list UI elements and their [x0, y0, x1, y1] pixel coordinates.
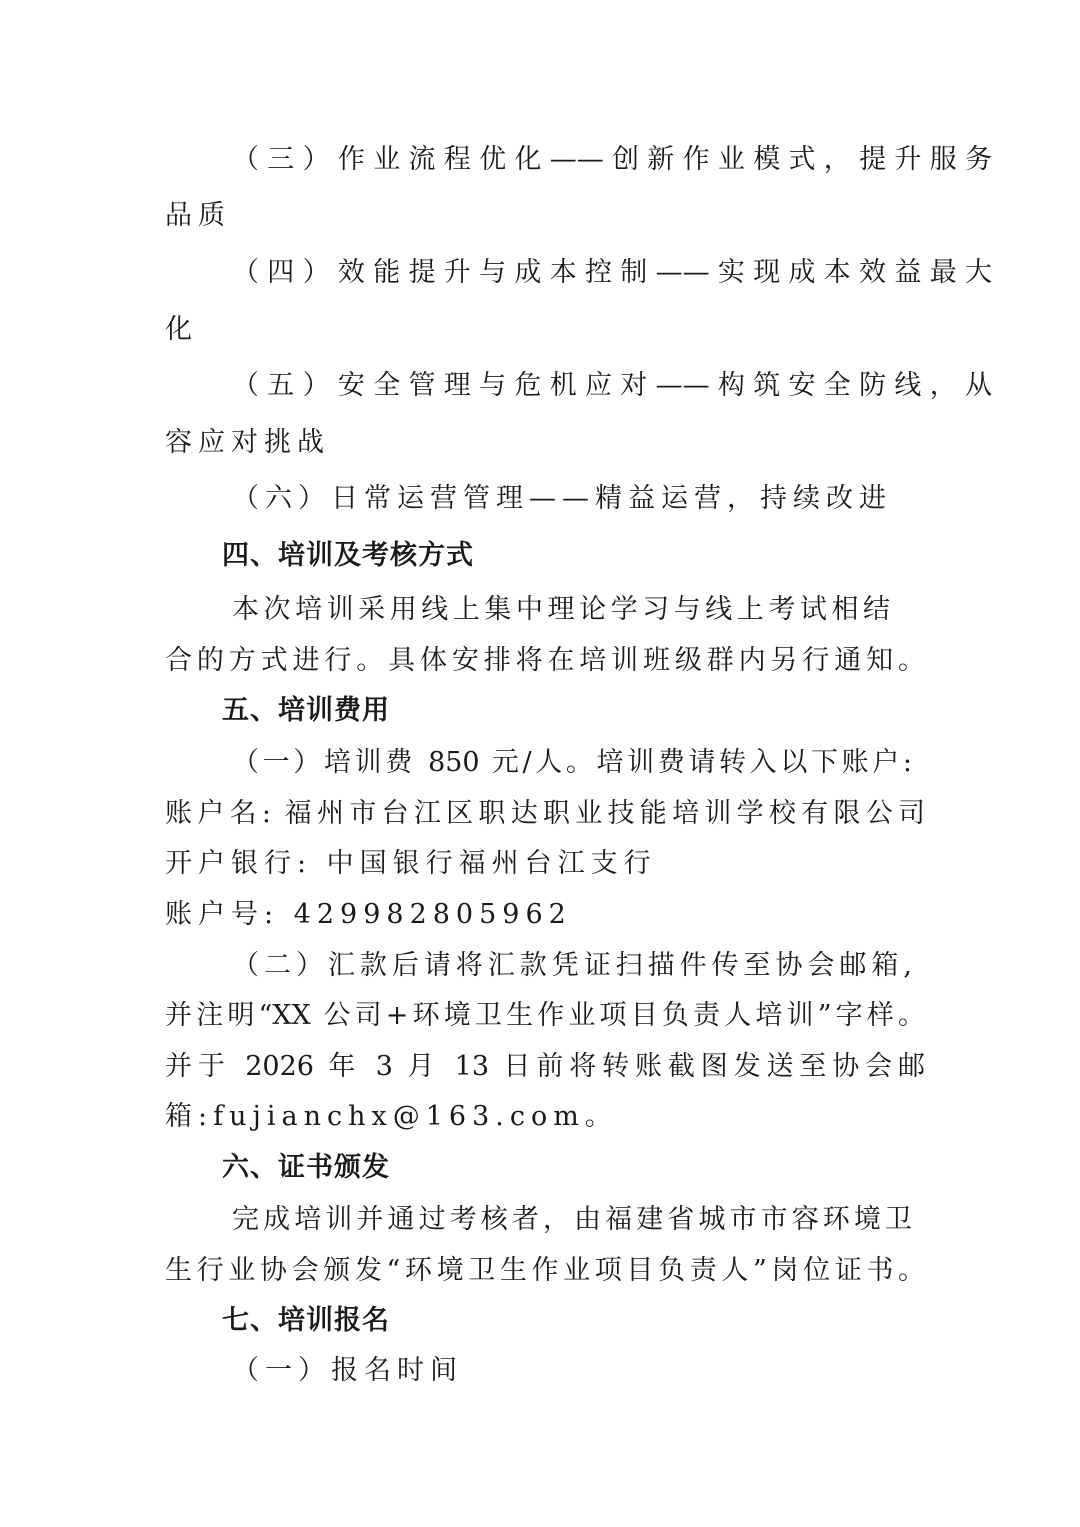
section-7-sub-1: （一）报名时间: [232, 1355, 463, 1386]
fee-line: （一）培训费 850 元/人。培训费请转入以下账户:: [232, 747, 912, 778]
section-6-paragraph-line-1: 完成培训并通过考核者，由福建省城市市容环境卫: [232, 1204, 912, 1235]
item-3-line-2: 品质: [165, 200, 231, 231]
item-5-line-2: 容应对挑战: [165, 427, 330, 458]
remit-line-3: 并于 2026 年 3 月 13 日前将转账截图发送至协会邮: [165, 1051, 925, 1082]
item-5-line-1: （五）安全管理与危机应对——构筑安全防线，从: [232, 370, 992, 401]
item-6-line-1: （六）日常运营管理——精益运营，持续改进: [232, 483, 892, 514]
remit-line-1: （二）汇款后请将汇款凭证扫描件传至协会邮箱,: [232, 950, 912, 981]
item-4-line-2: 化: [165, 314, 198, 345]
section-7-heading: 七、培训报名: [222, 1305, 390, 1336]
remit-line-2: 并注明“XX 公司+环境卫生作业项目负责人培训”字样。: [165, 1000, 925, 1031]
item-3-line-1: （三）作业流程优化——创新作业模式，提升服务: [232, 144, 992, 175]
account-name-line: 账户名: 福州市台江区职达职业技能培训学校有限公司: [165, 798, 925, 829]
section-4-paragraph-line-2: 合的方式进行。具体安排将在培训班级群内另行通知。: [165, 645, 925, 676]
item-4-line-1: （四）效能提升与成本控制——实现成本效益最大: [232, 257, 992, 288]
section-6-heading: 六、证书颁发: [222, 1152, 390, 1183]
section-5-heading: 五、培训费用: [222, 695, 390, 726]
section-4-paragraph-line-1: 本次培训采用线上集中理论学习与线上考试相结: [232, 594, 890, 625]
account-number-line: 账户号: 429982805962: [165, 899, 572, 930]
section-6-paragraph-line-2: 生行业协会颁发“环境卫生作业项目负责人”岗位证书。: [165, 1255, 925, 1286]
bank-line: 开户银行: 中国银行福州台江支行: [165, 848, 657, 879]
section-4-heading: 四、培训及考核方式: [222, 540, 474, 571]
remit-line-4: 箱:fujianchx@163.com。: [165, 1101, 618, 1132]
